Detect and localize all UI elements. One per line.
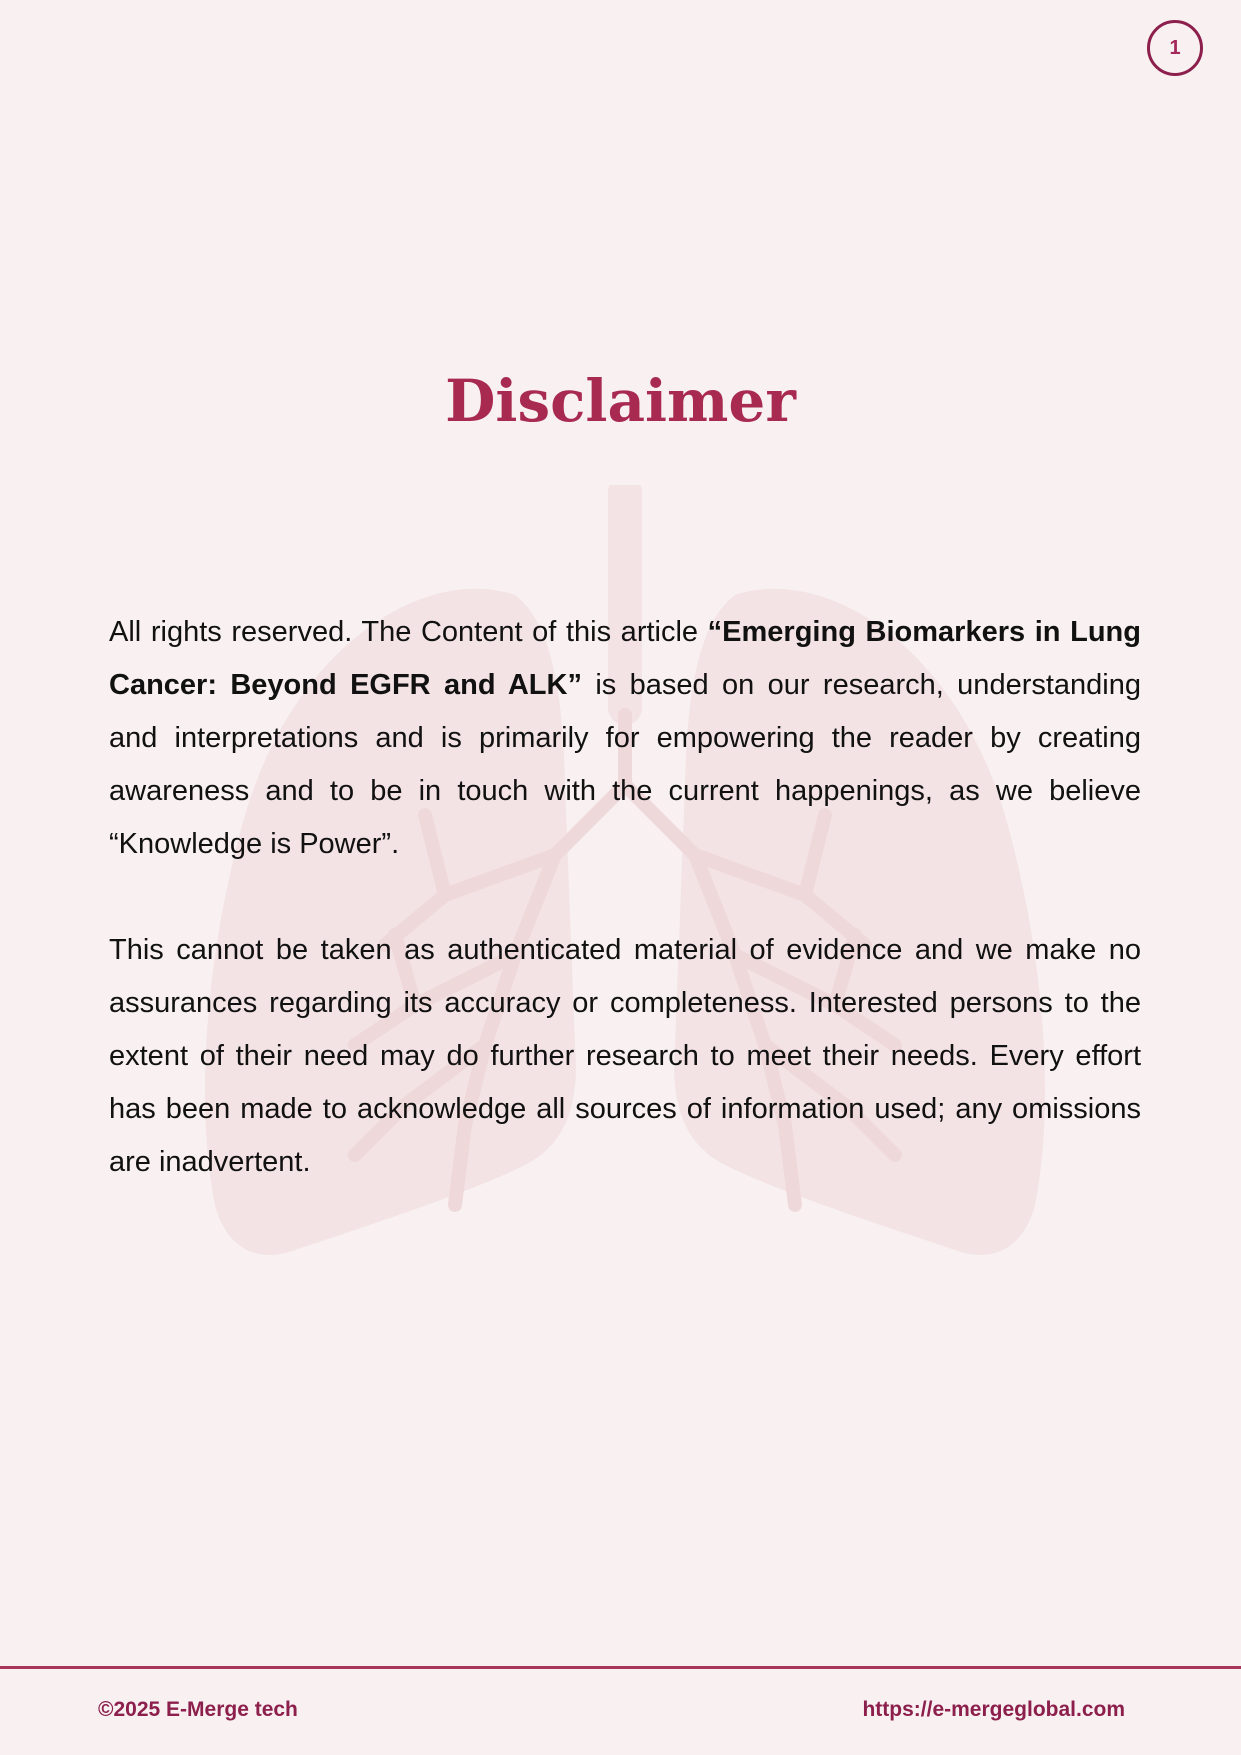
page-number-badge xyxy=(1147,20,1203,76)
page-title: Disclaimer xyxy=(445,367,796,435)
paragraph-1-intro: All rights reserved. The Content of this article xyxy=(109,616,708,648)
footer-divider xyxy=(0,1666,1241,1669)
page-number: 1 xyxy=(1169,36,1181,59)
disclaimer-paragraph-2: This cannot be taken as authenticated material of evidence and we make no assurances regarding its accuracy or completeness. Interested persons to the extent of their need may do further research to meet their needs. Every effort has been made to acknowledge all sources of information used; any omissions are inadvertent. xyxy=(109,934,1141,1178)
footer-url-link[interactable]: https://e-mergeglobal.com xyxy=(862,1698,1125,1721)
article-title: “Emerging Biomarkers in Lung Cancer: Beyond EGFR and ALK” xyxy=(109,616,1141,701)
disclaimer-paragraph-1 xyxy=(109,606,1141,871)
paragraph-1-rest: is based on our research, understanding and interpretations and is primarily for empowering the reader by creating awareness and to be in touch with the current happenings, as we believe “Knowledge is Power”. xyxy=(109,669,1141,860)
footer-copyright: ©2025 E-Merge tech xyxy=(98,1698,298,1721)
disclaimer-body xyxy=(109,606,1141,1242)
